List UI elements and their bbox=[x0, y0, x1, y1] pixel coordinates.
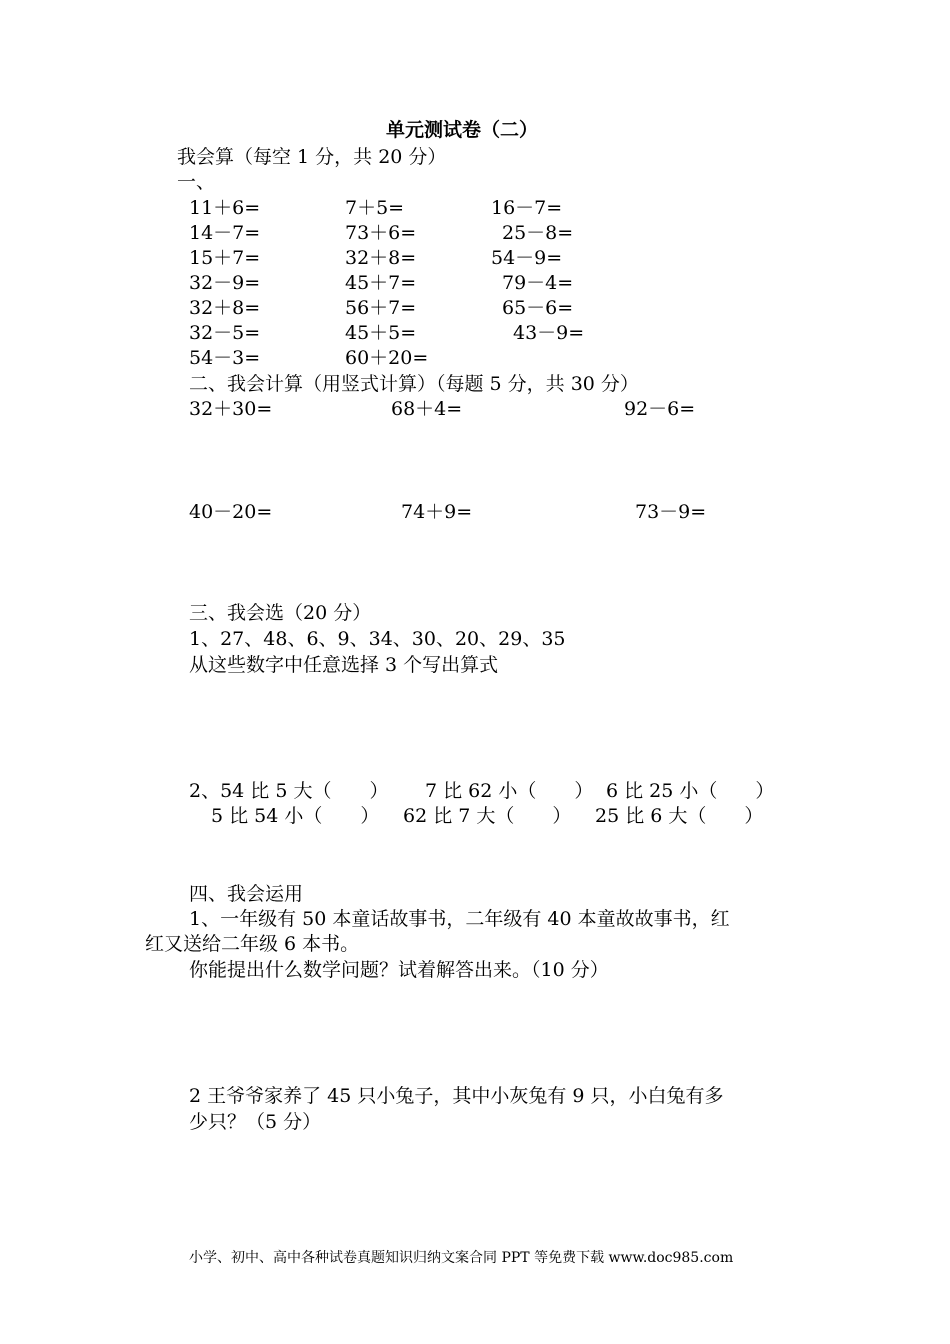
arith-r3c1: 15＋7= bbox=[189, 247, 261, 269]
arith-r3c3: 54－9= bbox=[491, 247, 563, 269]
arith-r4c1: 32－9= bbox=[189, 272, 261, 294]
arith-r1c1: 11＋6= bbox=[189, 197, 261, 219]
section3-heading: 三、我会选（20 分） bbox=[189, 602, 372, 624]
compare-2: 7 比 62 小（ ） bbox=[425, 780, 594, 802]
word-problem-2-line2: 少只？（5 分） bbox=[189, 1111, 322, 1133]
arith-r3c2: 32＋8= bbox=[345, 247, 417, 269]
arith-r5c1: 32＋8= bbox=[189, 297, 261, 319]
arith-r4c3: 79－4= bbox=[502, 272, 574, 294]
page-title: 单元测试卷（二） bbox=[386, 119, 539, 141]
vertical-calc-6: 73－9= bbox=[635, 501, 707, 523]
section1-heading: 我会算（每空 1 分，共 20 分） bbox=[177, 146, 447, 168]
vertical-calc-2: 68＋4= bbox=[391, 398, 463, 420]
word-problem-1-line2: 红又送给二年级 6 本书。 bbox=[145, 933, 360, 955]
choose-numbers: 1、27、48、6、9、34、30、20、29、35 bbox=[189, 628, 566, 650]
arith-r6c3: 43－9= bbox=[513, 322, 585, 344]
vertical-calc-5: 74＋9= bbox=[401, 501, 473, 523]
arith-r2c2: 73＋6= bbox=[345, 222, 417, 244]
compare-5: 62 比 7 大（ ） bbox=[403, 805, 572, 827]
footer-text: 小学、初中、高中各种试卷真题知识归纳文案合同 PPT 等免费下载 www.doc985.com bbox=[189, 1250, 734, 1266]
section4-heading: 四、我会运用 bbox=[189, 883, 304, 905]
arith-r1c3: 16－7= bbox=[491, 197, 563, 219]
vertical-calc-3: 92－6= bbox=[624, 398, 696, 420]
word-problem-1-line1: 1、一年级有 50 本童话故事书，二年级有 40 本童故故事书，红 bbox=[189, 908, 730, 930]
arith-r4c2: 45＋7= bbox=[345, 272, 417, 294]
arith-r7c1: 54－3= bbox=[189, 347, 261, 369]
arith-r1c2: 7＋5= bbox=[345, 197, 405, 219]
vertical-calc-4: 40－20= bbox=[189, 501, 273, 523]
compare-4: 5 比 54 小（ ） bbox=[211, 805, 380, 827]
arith-r5c2: 56＋7= bbox=[345, 297, 417, 319]
arith-r7c2: 60＋20= bbox=[345, 347, 429, 369]
arith-r6c1: 32－5= bbox=[189, 322, 261, 344]
word-problem-1-line3: 你能提出什么数学问题？试着解答出来。（10 分） bbox=[189, 959, 609, 981]
arith-r6c2: 45＋5= bbox=[345, 322, 417, 344]
compare-1: 2、54 比 5 大（ ） bbox=[189, 780, 389, 802]
compare-3: 6 比 25 小（ ） bbox=[606, 780, 775, 802]
compare-6: 25 比 6 大（ ） bbox=[595, 805, 764, 827]
arith-r2c1: 14－7= bbox=[189, 222, 261, 244]
vertical-calc-1: 32＋30= bbox=[189, 398, 273, 420]
word-problem-2-line1: 2 王爷爷家养了 45 只小兔子，其中小灰兔有 9 只，小白兔有多 bbox=[189, 1085, 724, 1107]
choose-instruction: 从这些数字中任意选择 3 个写出算式 bbox=[189, 654, 499, 676]
arith-r5c3: 65－6= bbox=[502, 297, 574, 319]
section2-heading: 二、我会计算（用竖式计算）（每题 5 分，共 30 分） bbox=[189, 373, 639, 395]
arith-r2c3: 25－8= bbox=[502, 222, 574, 244]
section1-number: 一、 bbox=[177, 171, 216, 193]
